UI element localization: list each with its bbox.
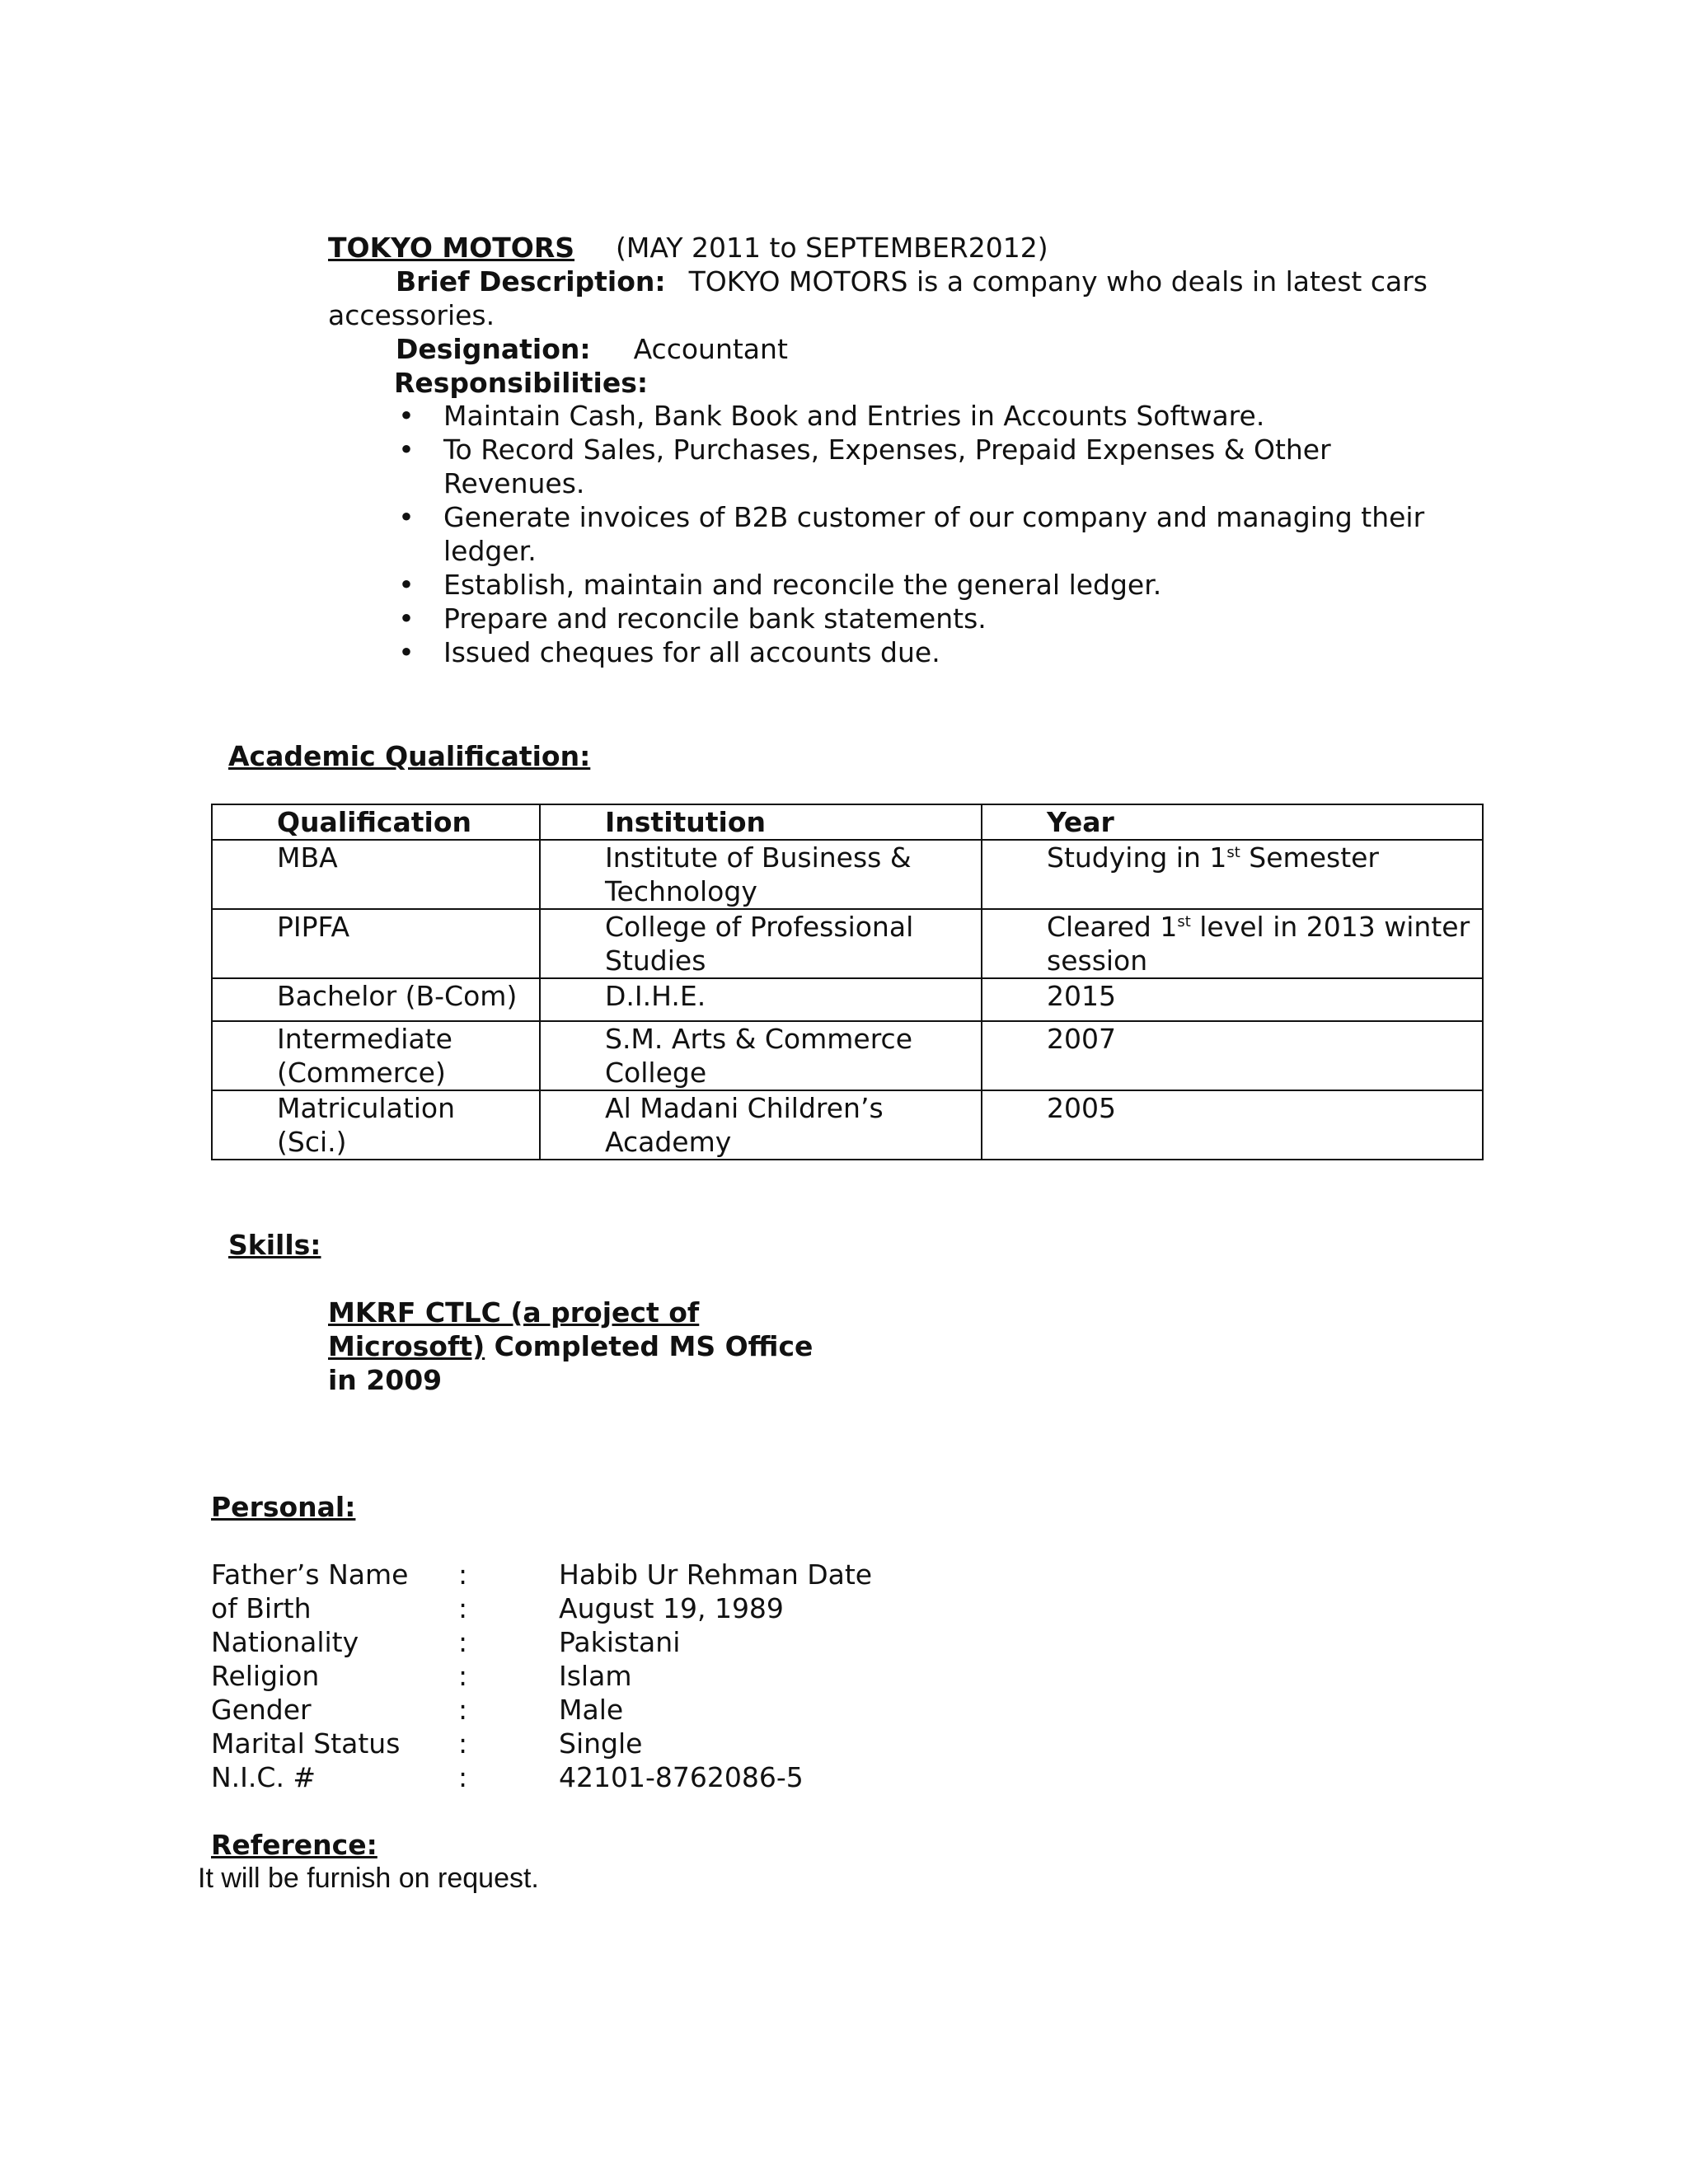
- skills-line-2-underlined: Microsoft): [328, 1330, 485, 1362]
- cell-text: Bachelor (B-Com): [277, 980, 518, 1012]
- table-row: [212, 1021, 1483, 1090]
- reference-heading: Reference:: [211, 1829, 377, 1861]
- table-row: [212, 840, 1483, 909]
- cell-year: [982, 840, 1483, 909]
- cell-text: PIPFA: [277, 911, 350, 943]
- skills-line-1: MKRF CTLC (a project of: [328, 1296, 700, 1329]
- cell-text: (Sci.): [277, 1126, 347, 1158]
- list-item: [394, 568, 1449, 602]
- cell-text: session: [1047, 944, 1148, 977]
- brief-description-label: Brief Description:: [396, 265, 666, 298]
- list-item-text: Issued cheques for all accounts due.: [443, 636, 940, 668]
- list-item-continuation: [394, 534, 1449, 568]
- personal-value: 42101-8762086-5: [559, 1761, 804, 1793]
- personal-value: Pakistani: [559, 1626, 681, 1658]
- personal-label: Father’s Name: [211, 1558, 409, 1591]
- personal-label: Religion: [211, 1660, 320, 1692]
- cell-institution: [540, 909, 982, 978]
- list-item-text: Maintain Cash, Bank Book and Entries in Accounts Software.: [443, 400, 1265, 432]
- cell-text: 2007: [1047, 1023, 1116, 1055]
- cell-text: MBA: [277, 841, 338, 874]
- designation-value: Accountant: [633, 333, 788, 365]
- skills-line-3: in 2009: [328, 1364, 443, 1396]
- header-year: Year: [982, 804, 1483, 840]
- designation-label: Designation:: [396, 333, 591, 365]
- cell-text: Studying in 1: [1047, 841, 1227, 874]
- table-header-row: [212, 804, 1483, 840]
- personal-label: of Birth: [211, 1592, 312, 1624]
- table-row: [212, 1090, 1483, 1160]
- brief-description-continued: accessories.: [328, 299, 495, 331]
- cell-qualification: [212, 840, 540, 909]
- personal-label: Marital Status: [211, 1727, 401, 1760]
- cell-text: Al Madani Children’s: [605, 1092, 884, 1124]
- cell-text: College: [605, 1057, 707, 1089]
- cell-qualification: [212, 1021, 540, 1090]
- cell-text: Semester: [1240, 841, 1380, 874]
- responsibilities-label: Responsibilities:: [394, 367, 649, 399]
- cell-text: 2005: [1047, 1092, 1116, 1124]
- personal-value: Male: [559, 1694, 624, 1726]
- cell-text: level in 2013 winter: [1190, 911, 1470, 943]
- cell-text: Studies: [605, 944, 706, 977]
- header-institution: Institution: [540, 804, 982, 840]
- brief-description: [396, 265, 1428, 298]
- cell-text: Matriculation: [277, 1092, 456, 1124]
- bullet-icon: •: [398, 434, 415, 466]
- list-item: [394, 602, 1449, 635]
- cell-text: Technology: [605, 875, 757, 907]
- personal-value: Islam: [559, 1660, 632, 1692]
- cell-year: [982, 978, 1483, 1021]
- personal-value: August 19, 1989: [559, 1592, 784, 1624]
- cell-text: Institute of Business &: [605, 841, 912, 874]
- cell-institution: [540, 1090, 982, 1160]
- bullet-icon: •: [398, 569, 415, 601]
- cell-qualification: [212, 1090, 540, 1160]
- ordinal-suffix: st: [1226, 844, 1240, 861]
- header-qualification: Qualification: [212, 804, 540, 840]
- list-item: [394, 635, 1449, 669]
- cell-text: Academy: [605, 1126, 732, 1158]
- cell-institution: [540, 1021, 982, 1090]
- personal-colon: :: [458, 1761, 468, 1793]
- list-item: [394, 433, 1449, 500]
- list-item: [394, 399, 1449, 433]
- employer-name: TOKYO MOTORS: [328, 232, 575, 264]
- cell-text: College of Professional: [605, 911, 914, 943]
- designation: [396, 332, 788, 366]
- qualification-table: [211, 804, 1484, 1160]
- employer-line: [328, 231, 1048, 265]
- employment-period: (MAY 2011 to SEPTEMBER2012): [616, 232, 1048, 264]
- personal-label: Nationality: [211, 1626, 359, 1658]
- cell-year: [982, 1021, 1483, 1090]
- cell-year: [982, 909, 1483, 978]
- brief-description-text: TOKYO MOTORS is a company who deals in latest cars: [688, 265, 1428, 298]
- personal-label: Gender: [211, 1694, 312, 1726]
- list-item-text: Generate invoices of B2B customer of our company and managing their: [443, 501, 1425, 533]
- bullet-icon: •: [398, 501, 415, 533]
- skills-line-2-text: Completed MS Office: [485, 1330, 814, 1362]
- table-row: [212, 978, 1483, 1021]
- skills-heading: Skills:: [228, 1229, 321, 1261]
- bullet-icon: •: [398, 602, 415, 635]
- responsibilities-list: [394, 399, 1449, 669]
- personal-value: Single: [559, 1727, 643, 1760]
- table-row: [212, 909, 1483, 978]
- cell-text: 2015: [1047, 980, 1116, 1012]
- list-item-text: ledger.: [443, 535, 537, 567]
- list-item-text: Establish, maintain and reconcile the general ledger.: [443, 569, 1162, 601]
- personal-colon: :: [458, 1660, 468, 1692]
- personal-colon: :: [458, 1727, 468, 1760]
- reference-text: It will be furnish on request.: [198, 1863, 539, 1894]
- personal-heading: Personal:: [211, 1491, 356, 1523]
- skills-line-2: [328, 1329, 813, 1363]
- cell-text: Cleared 1: [1047, 911, 1178, 943]
- bullet-icon: •: [398, 636, 415, 668]
- personal-value: Habib Ur Rehman Date: [559, 1558, 873, 1591]
- academic-heading: Academic Qualification:: [228, 740, 591, 772]
- cell-institution: [540, 840, 982, 909]
- list-item-text: To Record Sales, Purchases, Expenses, Prepaid Expenses & Other Revenues.: [443, 434, 1331, 499]
- cell-text: D.I.H.E.: [605, 980, 706, 1012]
- cell-year: [982, 1090, 1483, 1160]
- personal-label: N.I.C. #: [211, 1761, 316, 1793]
- cell-text: (Commerce): [277, 1057, 446, 1089]
- personal-colon: :: [458, 1694, 468, 1726]
- cell-institution: [540, 978, 982, 1021]
- list-item-text: Prepare and reconcile bank statements.: [443, 602, 987, 635]
- cell-text: S.M. Arts & Commerce: [605, 1023, 912, 1055]
- cell-qualification: [212, 909, 540, 978]
- list-item: [394, 500, 1449, 534]
- ordinal-suffix: st: [1177, 913, 1191, 930]
- personal-colon: :: [458, 1592, 468, 1624]
- cell-qualification: [212, 978, 540, 1021]
- cell-text: Intermediate: [277, 1023, 452, 1055]
- bullet-icon: •: [398, 400, 415, 432]
- personal-colon: :: [458, 1558, 468, 1591]
- personal-colon: :: [458, 1626, 468, 1658]
